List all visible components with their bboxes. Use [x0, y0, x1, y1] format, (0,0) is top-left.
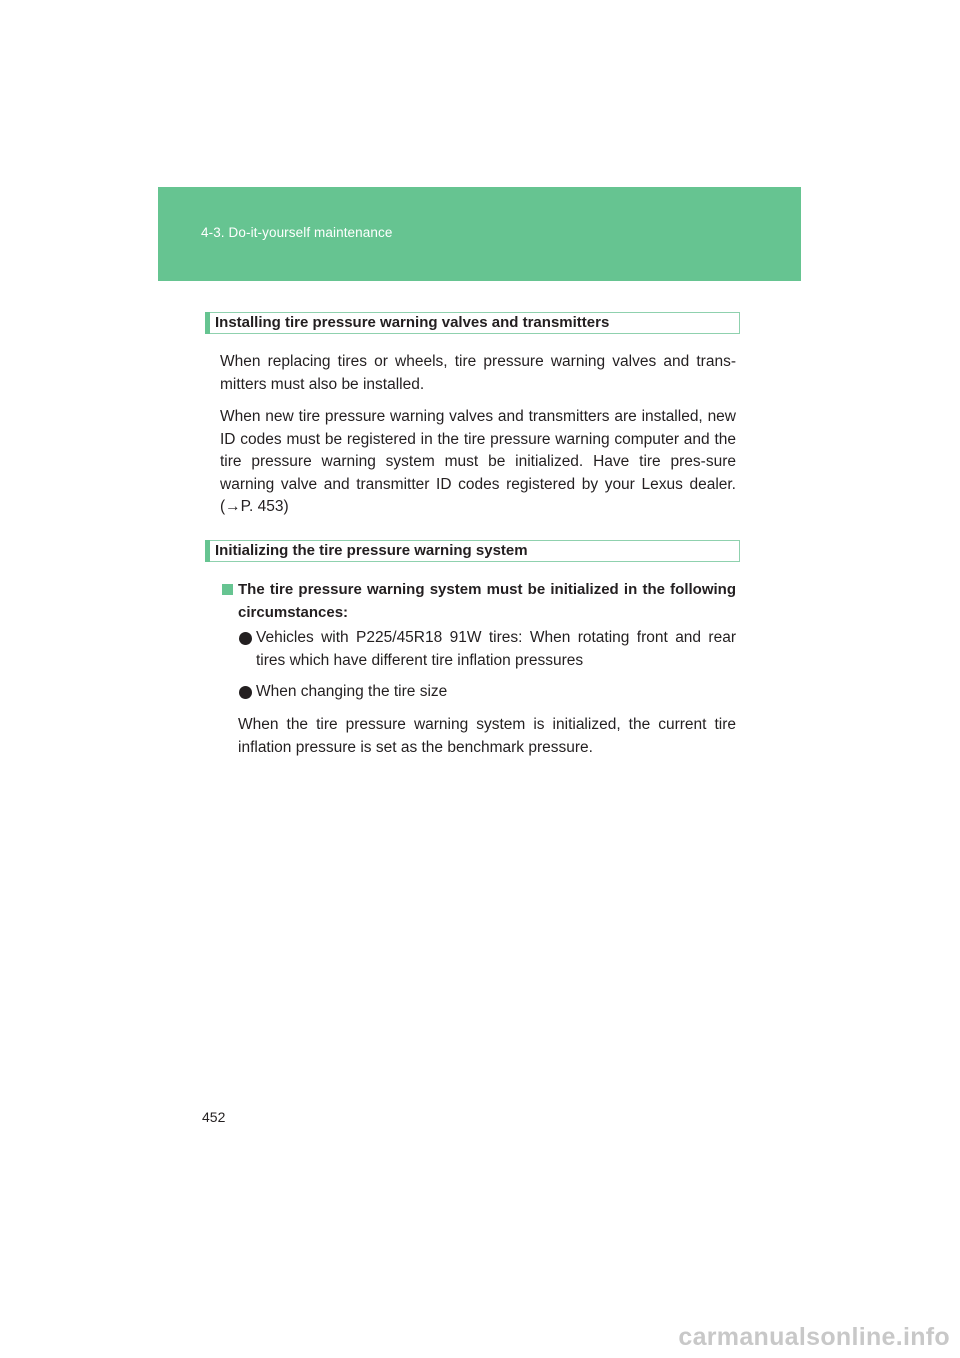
- bullet-changing-size: When changing the tire size: [256, 683, 448, 700]
- section-accent-marker: [205, 540, 210, 562]
- round-bullet-icon: [239, 686, 252, 699]
- paragraph-new-id-codes: [220, 406, 736, 519]
- section-title: Initializing the tire pressure warning system: [215, 542, 528, 559]
- round-bullet-icon: [239, 632, 252, 645]
- section-heading-initializing: [205, 540, 740, 562]
- chapter-header-band: [158, 187, 801, 281]
- paragraph-text: When new tire pressure warning valves and transmitters are installed, new ID codes must be registered in the tire pressure warning computer and the tire pressure warning system must be initialized. Have tire pres-sure warning valve and transmitter ID codes registered by your Lexus dealer. (→P. 453): [220, 408, 736, 516]
- item-heading-circumstances: The tire pressure warning system must be initialized in the following circumstances:: [238, 581, 736, 621]
- square-bullet-icon: [222, 584, 233, 595]
- section-title: Installing tire pressure warning valves and transmitters: [215, 314, 610, 331]
- paragraph-replacing-tires: When replacing tires or wheels, tire pressure warning valves and trans-mitters must also be installed.: [220, 353, 736, 393]
- section-accent-marker: [205, 312, 210, 334]
- bullet-rotating-tires: Vehicles with P225/45R18 91W tires: When rotating front and rear tires which have different tire inflation pressures: [256, 629, 736, 669]
- page-number: 452: [202, 1109, 226, 1125]
- note-initialization: When the tire pressure warning system is initialized, the current tire inflation pressure is set as the benchmark pressure.: [238, 716, 736, 756]
- chapter-section-label: 4-3. Do-it-yourself maintenance: [201, 225, 393, 240]
- section-heading-installing: [205, 312, 740, 334]
- watermark-text: carmanualsonline.info: [678, 1323, 950, 1351]
